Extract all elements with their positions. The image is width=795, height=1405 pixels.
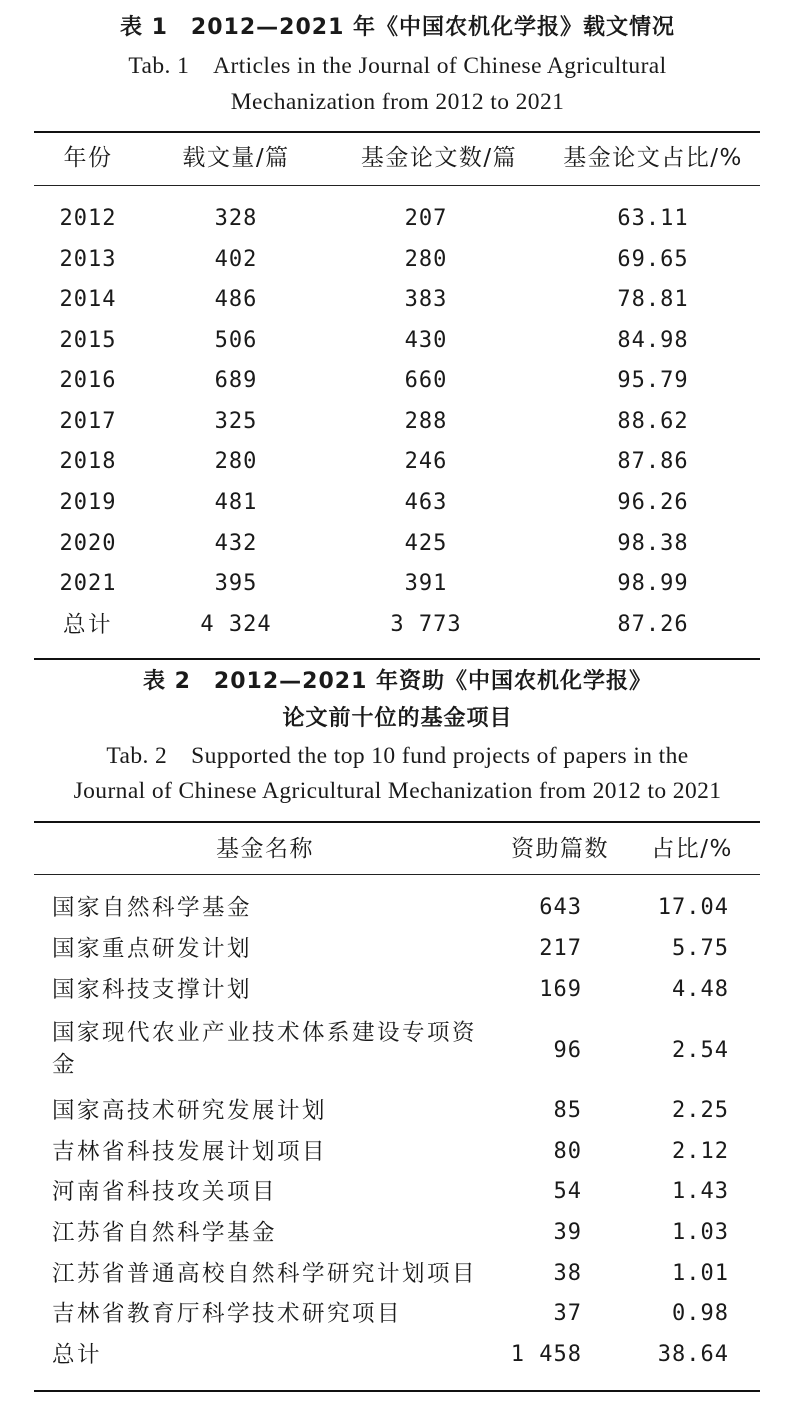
table1-cell-funded: 391 xyxy=(404,571,448,596)
table1-cell-year: 总计 xyxy=(62,612,114,638)
table2-caption-en-line1: Tab. 2 Supported the top 10 fund projects of papers in the xyxy=(106,743,689,769)
table2-cell-fund-name: 国家自然科学基金 xyxy=(52,895,253,921)
table2-cell-ratio: 1.01 xyxy=(672,1261,729,1286)
table1-cell-year: 2015 xyxy=(59,328,117,353)
table1-header-articles: 载文量/篇 xyxy=(182,145,290,171)
table2-caption-cn-line2: 论文前十位的基金项目 xyxy=(282,706,513,731)
table2-header-rule xyxy=(34,874,760,875)
table1-caption-en-line2: Mechanization from 2012 to 2021 xyxy=(230,89,565,115)
table2-cell-count: 1 458 xyxy=(510,1342,582,1367)
table2-cell-ratio: 1.03 xyxy=(672,1220,729,1245)
table1-cell-year: 2020 xyxy=(59,531,117,556)
table1-cell-ratio: 95.79 xyxy=(617,368,689,393)
table2-cell-ratio: 17.04 xyxy=(657,895,729,920)
table2-cell-count: 169 xyxy=(539,977,582,1002)
table1-cell-ratio: 96.26 xyxy=(617,490,689,515)
table2-cell-ratio: 4.48 xyxy=(672,977,729,1002)
table2-cell-fund-name: 江苏省自然科学基金 xyxy=(52,1220,278,1246)
table2-cell-fund-name: 吉林省科技发展计划项目 xyxy=(52,1139,328,1165)
table2-cell-fund-name: 河南省科技攻关项目 xyxy=(52,1179,278,1205)
table1-cell-year: 2016 xyxy=(59,368,117,393)
table2-cell-count: 39 xyxy=(553,1220,582,1245)
table1-cell-year: 2018 xyxy=(59,449,117,474)
table2-caption-cn-line1: 表 2 2012—2021 年资助《中国农机化学报》 xyxy=(142,669,653,694)
table2-cell-ratio: 0.98 xyxy=(672,1301,729,1326)
table2-cell-ratio: 2.25 xyxy=(672,1098,729,1123)
table1-cell-funded: 425 xyxy=(404,531,448,556)
table2-top-rule xyxy=(34,821,760,823)
table1-cell-ratio: 87.86 xyxy=(617,449,689,474)
table2-caption-en-line2: Journal of Chinese Agricultural Mechanization from 2012 to 2021 xyxy=(73,778,722,804)
table2-cell-fund-name: 总计 xyxy=(52,1342,103,1368)
table1-cell-articles: 689 xyxy=(214,368,258,393)
table1-header-funded: 基金论文数/篇 xyxy=(360,145,518,171)
table1-top-rule xyxy=(34,131,760,133)
table2-header-ratio: 占比/% xyxy=(651,836,733,862)
table2-cell-count: 217 xyxy=(539,936,582,961)
table1-cell-funded: 3 773 xyxy=(390,612,462,637)
table2-cell-ratio: 2.12 xyxy=(672,1139,729,1164)
table1-cell-articles: 4 324 xyxy=(200,612,272,637)
table2-cell-fund-name: 吉林省教育厅科学技术研究项目 xyxy=(52,1301,403,1327)
table2-cell-fund-name: 国家现代农业产业技术体系建设专项资金 xyxy=(52,1020,478,1078)
table1-cell-funded: 280 xyxy=(404,247,448,272)
table1-cell-year: 2012 xyxy=(59,206,117,231)
table2-cell-count: 38 xyxy=(553,1261,582,1286)
table1-cell-articles: 481 xyxy=(214,490,258,515)
table1-cell-ratio: 69.65 xyxy=(617,247,689,272)
table1-caption-en-line1: Tab. 1 Articles in the Journal of Chinese Agricultural xyxy=(128,53,667,79)
table1-cell-articles: 280 xyxy=(214,449,258,474)
table1-header-ratio: 基金论文占比/% xyxy=(563,145,743,171)
table1-cell-ratio: 63.11 xyxy=(617,206,689,231)
table1-caption-cn: 表 1 2012—2021 年《中国农机化学报》载文情况 xyxy=(119,15,676,40)
table1-cell-funded: 207 xyxy=(404,206,448,231)
table2-cell-fund-name: 国家高技术研究发展计划 xyxy=(52,1098,328,1124)
table1-cell-ratio: 88.62 xyxy=(617,409,689,434)
table1-bottom-rule xyxy=(34,658,760,660)
table1-cell-ratio: 87.26 xyxy=(617,612,689,637)
table1-cell-articles: 486 xyxy=(214,287,258,312)
table1-cell-funded: 660 xyxy=(404,368,448,393)
table1-cell-year: 2013 xyxy=(59,247,117,272)
table2-header-fund-name: 基金名称 xyxy=(216,836,314,862)
table2-cell-ratio: 2.54 xyxy=(672,1038,729,1063)
table1-cell-ratio: 98.38 xyxy=(617,531,689,556)
table1-cell-ratio: 98.99 xyxy=(617,571,689,596)
table1-cell-year: 2021 xyxy=(59,571,117,596)
table1-cell-funded: 246 xyxy=(404,449,448,474)
table1-cell-funded: 430 xyxy=(404,328,448,353)
table2-cell-ratio: 38.64 xyxy=(657,1342,729,1367)
table1-cell-ratio: 78.81 xyxy=(617,287,689,312)
table2-cell-count: 96 xyxy=(553,1038,582,1063)
table1-cell-funded: 463 xyxy=(404,490,448,515)
table1-cell-year: 2019 xyxy=(59,490,117,515)
table2-cell-fund-name: 国家科技支撑计划 xyxy=(52,977,253,1003)
table2-header-count: 资助篇数 xyxy=(511,836,609,862)
table1-cell-year: 2017 xyxy=(59,409,117,434)
table2-cell-ratio: 5.75 xyxy=(672,936,729,961)
table1-header-year: 年份 xyxy=(63,145,113,171)
table2-cell-count: 643 xyxy=(539,895,582,920)
table1-cell-funded: 383 xyxy=(404,287,448,312)
table1-cell-year: 2014 xyxy=(59,287,117,312)
table1-cell-funded: 288 xyxy=(404,409,448,434)
table2-cell-fund-name: 江苏省普通高校自然科学研究计划项目 xyxy=(52,1261,478,1287)
table2-bottom-rule xyxy=(34,1390,760,1392)
table1-cell-ratio: 84.98 xyxy=(617,328,689,353)
table1-cell-articles: 402 xyxy=(214,247,258,272)
table1-cell-articles: 432 xyxy=(214,531,258,556)
table2-cell-count: 85 xyxy=(553,1098,582,1123)
table2-cell-count: 80 xyxy=(553,1139,582,1164)
table1-cell-articles: 395 xyxy=(214,571,258,596)
table2-cell-fund-name: 国家重点研发计划 xyxy=(52,936,253,962)
table2-cell-count: 54 xyxy=(553,1179,582,1204)
table1-cell-articles: 506 xyxy=(214,328,258,353)
table2-cell-count: 37 xyxy=(553,1301,582,1326)
table1-header-rule xyxy=(34,185,760,186)
table1-cell-articles: 328 xyxy=(214,206,258,231)
table1-cell-articles: 325 xyxy=(214,409,258,434)
table2-cell-ratio: 1.43 xyxy=(672,1179,729,1204)
